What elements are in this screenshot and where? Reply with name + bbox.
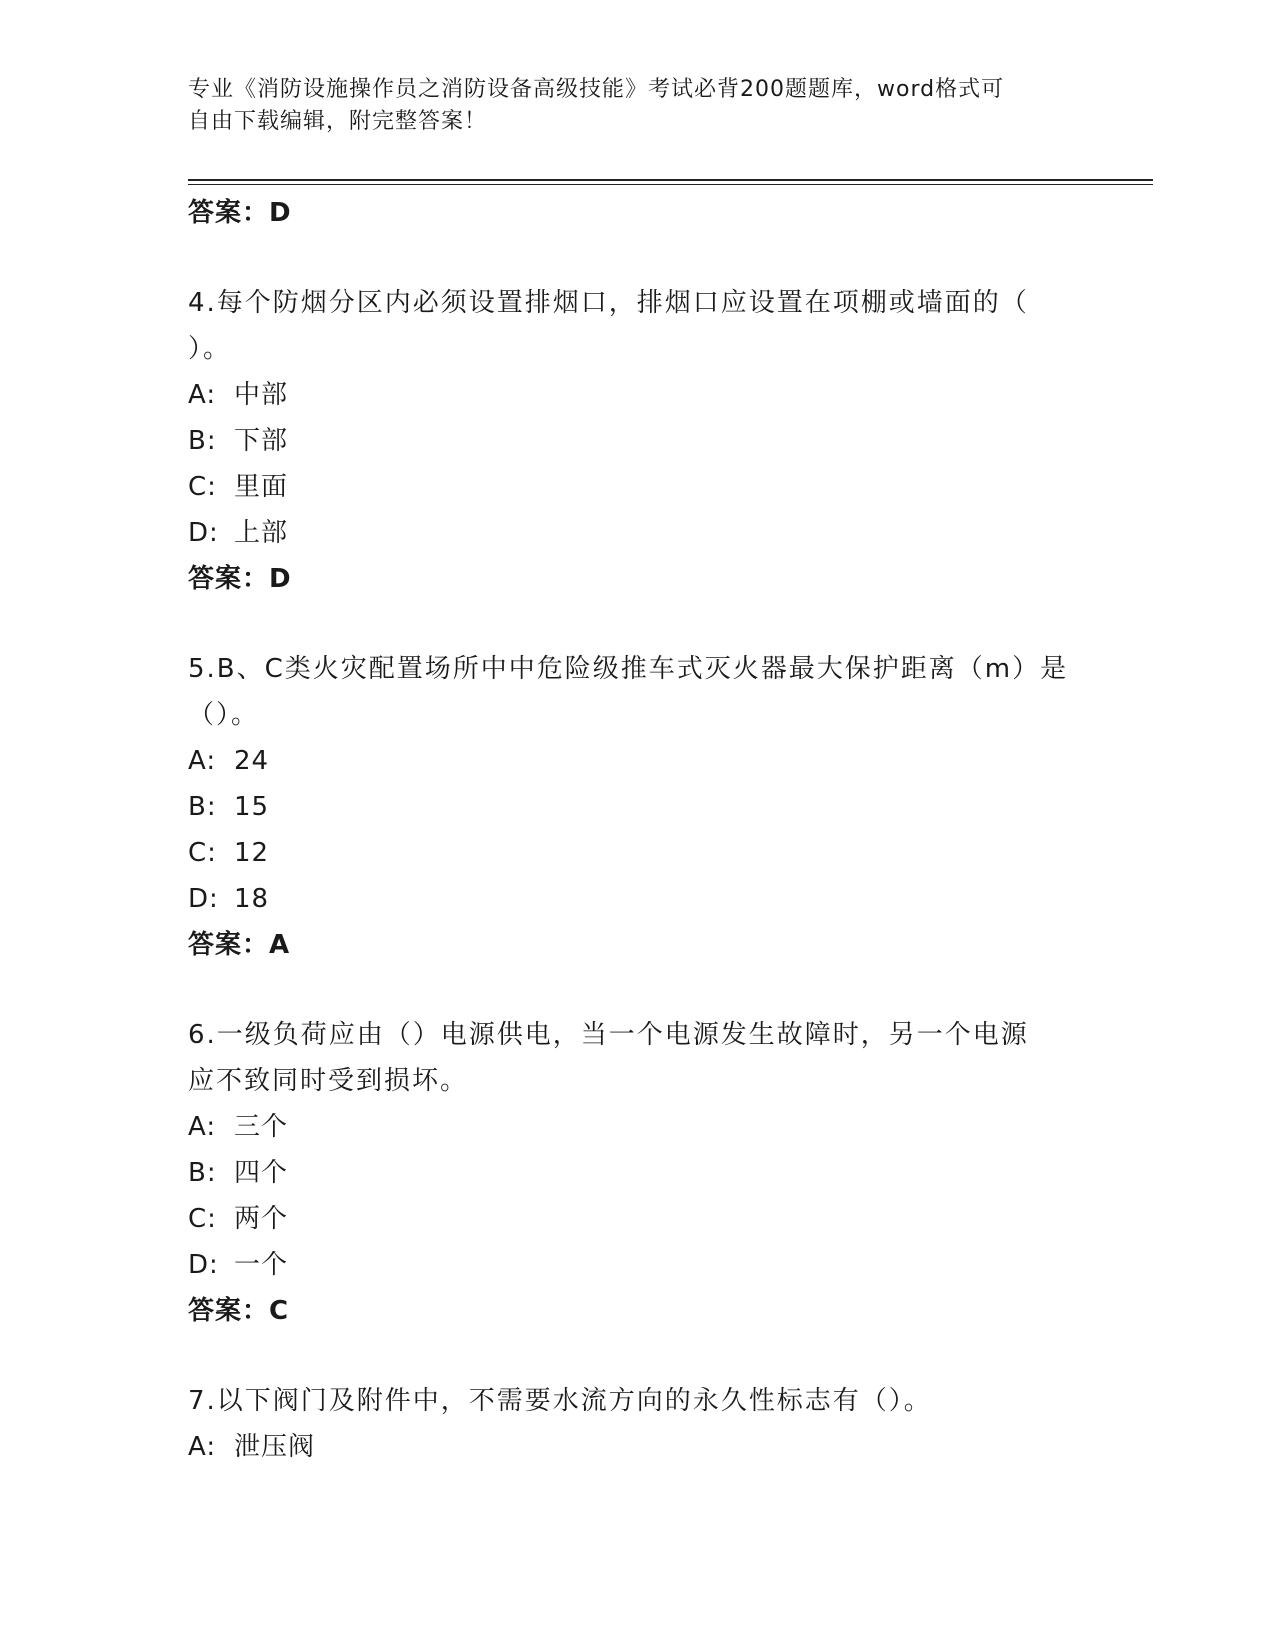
question-stem-continued: （）。 (188, 700, 260, 730)
option-text: 12 (234, 838, 270, 868)
answer-line: 答案：A (188, 930, 291, 960)
question-stem: 4.每个防烟分区内必须设置排烟口，排烟口应设置在项棚或墙面的（ (188, 288, 1029, 318)
option-b (188, 1150, 1088, 1196)
option-b (188, 418, 1088, 464)
answer-line: 答案：C (188, 1296, 290, 1326)
option-letter: A: (188, 746, 217, 776)
option-text: 两个 (234, 1204, 289, 1234)
option-text: 15 (234, 792, 270, 822)
option-text: 24 (234, 746, 270, 776)
option-text: 四个 (234, 1158, 289, 1188)
answer-line: 答案：D (188, 198, 292, 228)
option-text: 下部 (234, 426, 289, 456)
option-c (188, 1196, 1088, 1242)
question-item (188, 646, 1088, 968)
header-line-1: 专业《消防设施操作员之消防设备高级技能》考试必背200题题库，word格式可 (188, 77, 1005, 102)
question-stem: 5.B、C类火灾配置场所中中危险级推车式灭火器最大保护距离（m）是 (188, 654, 1069, 684)
option-a (188, 372, 1088, 418)
option-letter: B: (188, 792, 217, 822)
option-text: 三个 (234, 1112, 289, 1142)
question-stem: 7.以下阀门及附件中，不需要水流方向的永久性标志有（）。 (188, 1386, 932, 1416)
option-text: 18 (234, 884, 270, 914)
header-divider-thick (188, 179, 1153, 181)
option-d (188, 510, 1088, 556)
header-line-2: 自由下载编辑，附完整答案！ (188, 109, 488, 134)
option-letter: B: (188, 1158, 217, 1188)
option-a (188, 1104, 1088, 1150)
option-letter: A: (188, 380, 217, 410)
option-a (188, 1424, 1088, 1470)
option-c (188, 464, 1088, 510)
option-a (188, 738, 1088, 784)
option-d (188, 1242, 1088, 1288)
option-letter: D: (188, 518, 219, 548)
question-item (188, 280, 1088, 602)
option-text: 中部 (234, 380, 289, 410)
question-stem: 6.一级负荷应由（）电源供电，当一个电源发生故障时，另一个电源 (188, 1020, 1029, 1050)
option-c (188, 830, 1088, 876)
option-letter: B: (188, 426, 217, 456)
question-stem-continued: ）。 (188, 334, 232, 364)
option-letter: A: (188, 1432, 217, 1462)
option-letter: A: (188, 1112, 217, 1142)
option-text: 泄压阀 (234, 1432, 316, 1462)
option-b (188, 784, 1088, 830)
header-divider-thin (188, 184, 1153, 185)
document-header (188, 74, 1088, 138)
option-d (188, 876, 1088, 922)
question-stem-continued: 应不致同时受到损坏。 (188, 1066, 469, 1096)
question-list (188, 190, 1088, 1470)
option-text: 上部 (234, 518, 289, 548)
option-letter: C: (188, 1204, 217, 1234)
question-item (188, 1012, 1088, 1334)
option-letter: D: (188, 884, 219, 914)
answer-line: 答案：D (188, 564, 292, 594)
option-text: 里面 (234, 472, 289, 502)
option-letter: C: (188, 472, 217, 502)
option-text: 一个 (234, 1250, 289, 1280)
option-letter: C: (188, 838, 217, 868)
option-letter: D: (188, 1250, 219, 1280)
question-item (188, 1378, 1088, 1470)
